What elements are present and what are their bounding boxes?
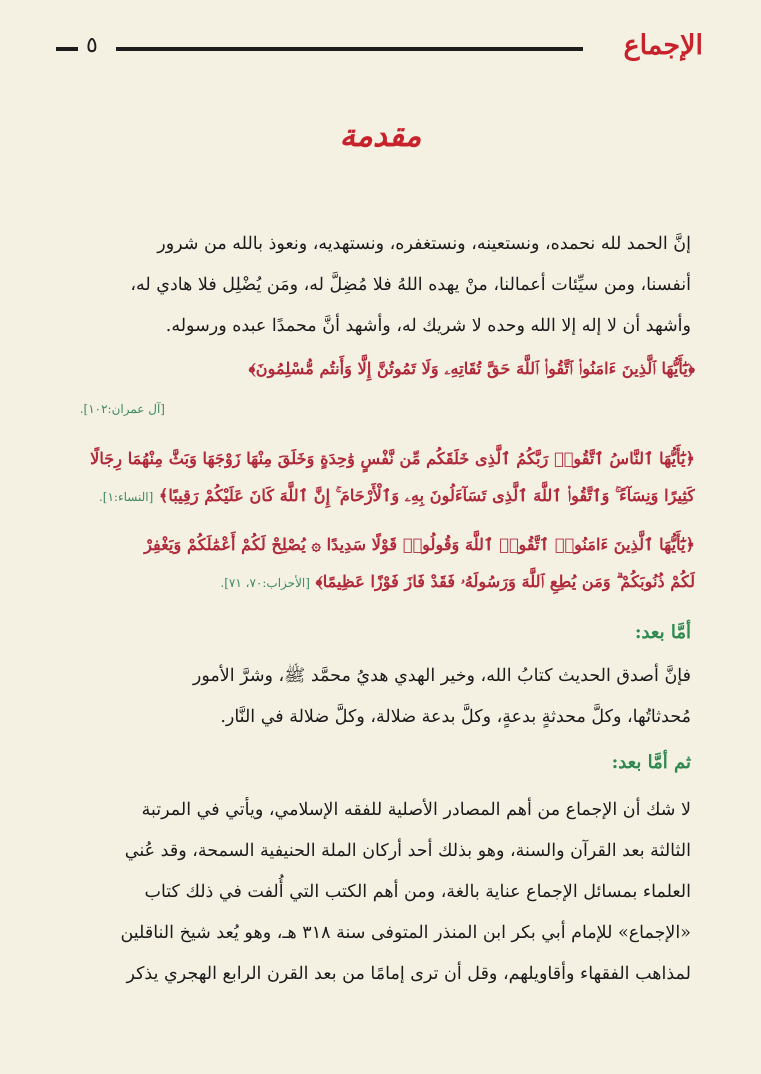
text-line: فإنَّ أصدق الحديث كتابُ الله، وخير الهدي هديُ محمَّد ﷺ، وشرَّ الأمور: [192, 666, 691, 686]
verse-text: كَثِيرًا وَنِسَآءً ۚ وَٱتَّقُوا۟ ٱللَّهَ ٱلَّذِى تَسَآءَلُونَ بِهِۦ وَٱلْأَرْحَامَ ۚ إِنَّ ٱللَّهَ كَانَ عَلَيْكُمْ رَقِيبًا﴾: [158, 486, 695, 505]
verse-line: ﴿يَٰٓأَيُّهَا ٱلَّذِينَ ءَامَنُوا۟ ٱتَّقُوا۟ ٱللَّهَ حَقَّ تُقَاتِهِۦ وَلَا تَمُوتُنَّ إِلَّا وَأَنتُم مُّسْلِمُونَ﴾: [248, 359, 695, 378]
text-line: «الإجماع» للإمام أبي بكر ابن المنذر المتوفى سنة ٣١٨ هـ، وهو يُعد شيخ الناقلين: [120, 923, 691, 943]
text-line: أنفسنا، ومن سيِّئات أعمالنا، منْ يهده اللهُ فلا مُضِلَّ له، ومَن يُضْلِل فلا هادي له،: [130, 275, 691, 295]
third-paragraph: [66, 790, 691, 995]
running-title: الإجماع: [623, 30, 703, 61]
subheading-amma-baad: أمَّا بعد:: [634, 622, 691, 643]
verse-line: ﴿يَٰٓأَيُّهَا ٱلَّذِينَ ءَامَنُوا۟ ٱتَّقُوا۟ ٱللَّهَ وَقُولُوا۟ قَوْلًا سَدِيدًا ۞ يُصْلِحْ لَكُمْ أَعْمَٰلَكُمْ وَيَغْفِرْ: [144, 535, 695, 554]
verse-line: [66, 563, 695, 602]
text-line: الثالثة بعد القرآن والسنة، وهو بذلك أحد أركان الملة الحنيفية السمحة، وقد عُني: [124, 841, 691, 861]
quran-verse-1: [66, 350, 695, 387]
section-heading: مقدمة: [339, 118, 422, 154]
verse-line: ﴿يَٰٓأَيُّهَا ٱلنَّاسُ ٱتَّقُوا۟ رَبَّكُمُ ٱلَّذِى خَلَقَكُم مِّن نَّفْسٍ وَٰحِدَةٍ وَخَلَقَ مِنْهَا زَوْجَهَا وَبَثَّ مِنْهُمَا رِجَالًا: [90, 449, 695, 468]
text-line: العلماء بمسائل الإجماع عناية بالغة، ومن أهم الكتب التي أُلفت في ذلك كتاب: [144, 882, 691, 902]
quran-verse-3: [66, 526, 695, 602]
verse-reference: [آل عمران:١٠٢].: [79, 402, 165, 416]
text-line: مُحدثاتُها، وكلَّ محدثةٍ بدعةٍ، وكلَّ بدعة ضلالة، وكلَّ ضلالة في النَّار.: [220, 707, 691, 727]
running-header: [56, 26, 703, 66]
text-line: وأشهد أن لا إله إلا الله وحده لا شريك له، وأشهد أنَّ محمدًا عبده ورسوله.: [165, 316, 691, 336]
header-rule: [116, 47, 583, 51]
verse-reference: [النساء:١].: [98, 490, 154, 504]
header-dash: [56, 47, 78, 51]
text-line: إنَّ الحمد لله نحمده، ونستعينه، ونستغفره، ونستهديه، ونعوذ بالله من شرور: [157, 234, 691, 254]
text-line: لا شك أن الإجماع من أهم المصادر الأصلية للفقه الإسلامي، ويأتي في المرتبة: [141, 800, 691, 820]
text-line: لمذاهب الفقهاء وأقاويلهم، وقل أن ترى إمامًا من بعد القرن الرابع الهجري يذكر: [126, 964, 691, 984]
second-paragraph: [66, 656, 691, 738]
quran-verse-2: [66, 440, 695, 516]
intro-paragraph: [66, 224, 691, 347]
verse-line: [66, 477, 695, 516]
verse-reference: [الأحزاب:٧٠، ٧١].: [220, 576, 310, 590]
page-number: ٥: [86, 33, 98, 58]
verse-text: لَكُمْ ذُنُوبَكُمْ ۗ وَمَن يُطِعِ ٱللَّهَ وَرَسُولَهُۥ فَقَدْ فَازَ فَوْزًا عَظِيمًا﴾: [315, 572, 695, 591]
subheading-thumma-amma-baad: ثم أمَّا بعد:: [611, 752, 691, 773]
